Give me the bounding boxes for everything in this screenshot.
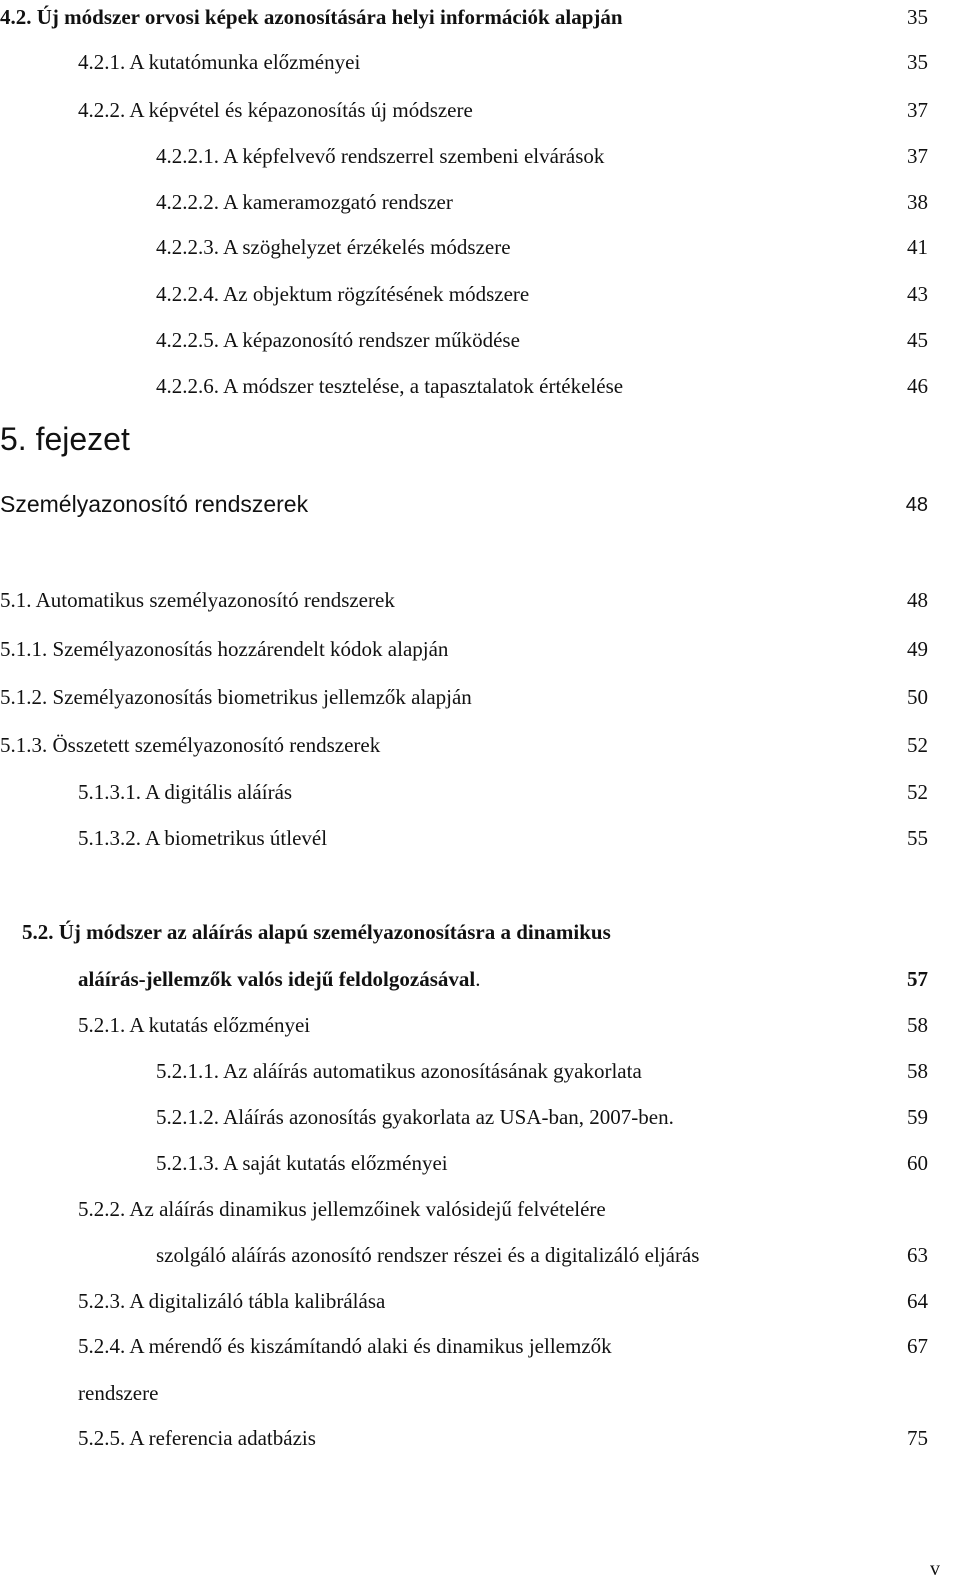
toc-entry-page: 38 <box>907 190 928 214</box>
chapter-heading: 5. fejezet <box>0 421 130 457</box>
toc-entry-page: 64 <box>907 1289 928 1313</box>
toc-entry-page: 50 <box>907 685 928 709</box>
toc-entry-page: 49 <box>907 637 928 661</box>
toc-entry-title: szolgáló aláírás azonosító rendszer részei és a digitalizáló eljárás <box>156 1243 700 1267</box>
toc-entry-title: A digitalizáló tábla kalibrálása <box>129 1289 386 1313</box>
toc-entry-5-2-1-1 <box>156 1058 642 1084</box>
toc-entry-title: A kutatás előzményei <box>129 1013 311 1037</box>
toc-entry-5-1-3 <box>0 732 380 758</box>
toc-entry-number: 5.1. <box>0 588 32 612</box>
toc-entry-5-2 <box>22 919 611 945</box>
toc-entry-title: Összetett személyazonosító rendszerek <box>52 733 381 757</box>
toc-entry-title: A módszer tesztelése, a tapasztalatok értékelése <box>223 374 624 398</box>
toc-entry-number: 5.2.5. <box>78 1426 126 1450</box>
toc-entry-number: 4.2.2.5. <box>156 328 219 352</box>
toc-entry-4-2 <box>0 4 623 30</box>
toc-entry-title: Új módszer orvosi képek azonosítására helyi információk alapján <box>36 5 623 29</box>
toc-entry-number: 5.1.1. <box>0 637 48 661</box>
toc-entry-page: 52 <box>907 733 928 757</box>
toc-entry-4-2-2-6 <box>156 373 623 399</box>
toc-entry-number: 5.1.2. <box>0 685 48 709</box>
toc-entry-5-1-3-2 <box>78 825 327 851</box>
toc-entry-number: 4.2. <box>0 5 32 29</box>
toc-entry-page: 57 <box>907 967 928 991</box>
toc-entry-number: 5.2.1.3. <box>156 1151 219 1175</box>
toc-entry-page: 58 <box>907 1059 928 1083</box>
toc-entry-number: 5.1.3.2. <box>78 826 141 850</box>
toc-entry-4-2-1 <box>78 49 360 75</box>
toc-entry-5-2-1 <box>78 1012 310 1038</box>
toc-entry-4-2-2 <box>78 97 473 123</box>
toc-entry-number: 5.1.3. <box>0 733 48 757</box>
toc-entry-5-1-1 <box>0 636 448 662</box>
toc-entry-title-period: . <box>475 967 481 991</box>
toc-entry-page: 59 <box>907 1105 928 1129</box>
toc-entry-5-2-2-continued <box>156 1242 699 1268</box>
toc-entry-number: 4.2.2.1. <box>156 144 219 168</box>
toc-entry-page: 35 <box>907 5 928 29</box>
toc-entry-page: 45 <box>907 328 928 352</box>
toc-entry-4-2-2-2 <box>156 189 453 215</box>
toc-entry-title: Az objektum rögzítésének módszere <box>223 282 530 306</box>
toc-entry-number: 5.2.1.2. <box>156 1105 219 1129</box>
page-number: v <box>930 1558 940 1580</box>
toc-entry-number: 5.2.1.1. <box>156 1059 219 1083</box>
toc-entry-page: 75 <box>907 1426 928 1450</box>
toc-entry-title: rendszere <box>78 1381 159 1405</box>
toc-entry-title: Személyazonosítás biometrikus jellemzők alapján <box>52 685 472 709</box>
toc-entry-5-2-1-3 <box>156 1150 448 1176</box>
toc-entry-5-2-continued <box>78 966 480 992</box>
toc-entry-number: 4.2.2.4. <box>156 282 219 306</box>
toc-entry-page: 37 <box>907 98 928 122</box>
toc-entry-page: 52 <box>907 780 928 804</box>
toc-entry-page: 41 <box>907 235 928 259</box>
toc-entry-number: 5.2.2. <box>78 1197 126 1221</box>
toc-entry-5-2-3 <box>78 1288 385 1314</box>
toc-entry-number: 5.1.3.1. <box>78 780 141 804</box>
toc-entry-5-1-3-1 <box>78 779 292 805</box>
toc-entry-4-2-2-3 <box>156 234 511 260</box>
toc-entry-page: 48 <box>907 588 928 612</box>
toc-entry-title: A saját kutatás előzményei <box>223 1151 448 1175</box>
toc-entry-title: A képfelvevő rendszerrel szembeni elvárások <box>223 144 605 168</box>
toc-entry-title: A referencia adatbázis <box>129 1426 316 1450</box>
toc-entry-number: 5.2.4. <box>78 1334 126 1358</box>
toc-entry-number: 4.2.2.2. <box>156 190 219 214</box>
toc-entry-5-2-5 <box>78 1425 316 1451</box>
toc-entry-5-2-2 <box>78 1196 606 1222</box>
toc-entry-page: 43 <box>907 282 928 306</box>
toc-entry-title: A szöghelyzet érzékelés módszere <box>223 235 511 259</box>
toc-entry-number: 5.2. <box>22 920 54 944</box>
toc-entry-title: Aláírás azonosítás gyakorlata az USA-ban, 2007-ben. <box>223 1105 674 1129</box>
toc-entry-title: A biometrikus útlevél <box>145 826 328 850</box>
chapter-title: Személyazonosító rendszerek <box>0 491 309 517</box>
toc-entry-page: 55 <box>907 826 928 850</box>
toc-entry-5-1-2 <box>0 684 472 710</box>
toc-entry-4-2-2-4 <box>156 281 529 307</box>
toc-entry-page: 58 <box>907 1013 928 1037</box>
toc-entry-title: Automatikus személyazonosító rendszerek <box>35 588 395 612</box>
toc-entry-number: 5.2.3. <box>78 1289 126 1313</box>
chapter-page: 48 <box>905 494 928 516</box>
toc-entry-4-2-2-1 <box>156 143 604 169</box>
toc-entry-title: Személyazonosítás hozzárendelt kódok alapján <box>52 637 449 661</box>
toc-entry-title: A kameramozgató rendszer <box>223 190 453 214</box>
toc-entry-page: 46 <box>907 374 928 398</box>
toc-entry-number: 4.2.2. <box>78 98 126 122</box>
toc-entry-page: 35 <box>907 50 928 74</box>
toc-entry-5-1 <box>0 587 395 613</box>
toc-entry-title: aláírás-jellemzők valós idejű feldolgozásával <box>78 967 476 991</box>
toc-entry-title: A képvétel és képazonosítás új módszere <box>129 98 473 122</box>
toc-entry-title: A mérendő és kiszámítandó alaki és dinamikus jellemzők <box>129 1334 612 1358</box>
toc-entry-number: 4.2.1. <box>78 50 126 74</box>
toc-entry-title: Új módszer az aláírás alapú személyazonosításra a dinamikus <box>58 920 611 944</box>
toc-entry-title: A kutatómunka előzményei <box>129 50 361 74</box>
toc-entry-page: 37 <box>907 144 928 168</box>
toc-entry-number: 5.2.1. <box>78 1013 126 1037</box>
toc-entry-title: Az aláírás automatikus azonosításának gyakorlata <box>223 1059 642 1083</box>
toc-entry-page: 67 <box>907 1334 928 1358</box>
toc-entry-page: 60 <box>907 1151 928 1175</box>
toc-entry-page: 63 <box>907 1243 928 1267</box>
toc-entry-title: A képazonosító rendszer működése <box>223 328 520 352</box>
toc-entry-5-2-4 <box>78 1333 612 1359</box>
toc-entry-number: 4.2.2.3. <box>156 235 219 259</box>
toc-entry-title: A digitális aláírás <box>145 780 293 804</box>
toc-entry-4-2-2-5 <box>156 327 520 353</box>
toc-entry-5-2-1-2 <box>156 1104 674 1130</box>
toc-entry-number: 4.2.2.6. <box>156 374 219 398</box>
toc-entry-5-2-4-continued <box>78 1380 158 1406</box>
toc-entry-title: Az aláírás dinamikus jellemzőinek valósidejű felvételére <box>129 1197 606 1221</box>
